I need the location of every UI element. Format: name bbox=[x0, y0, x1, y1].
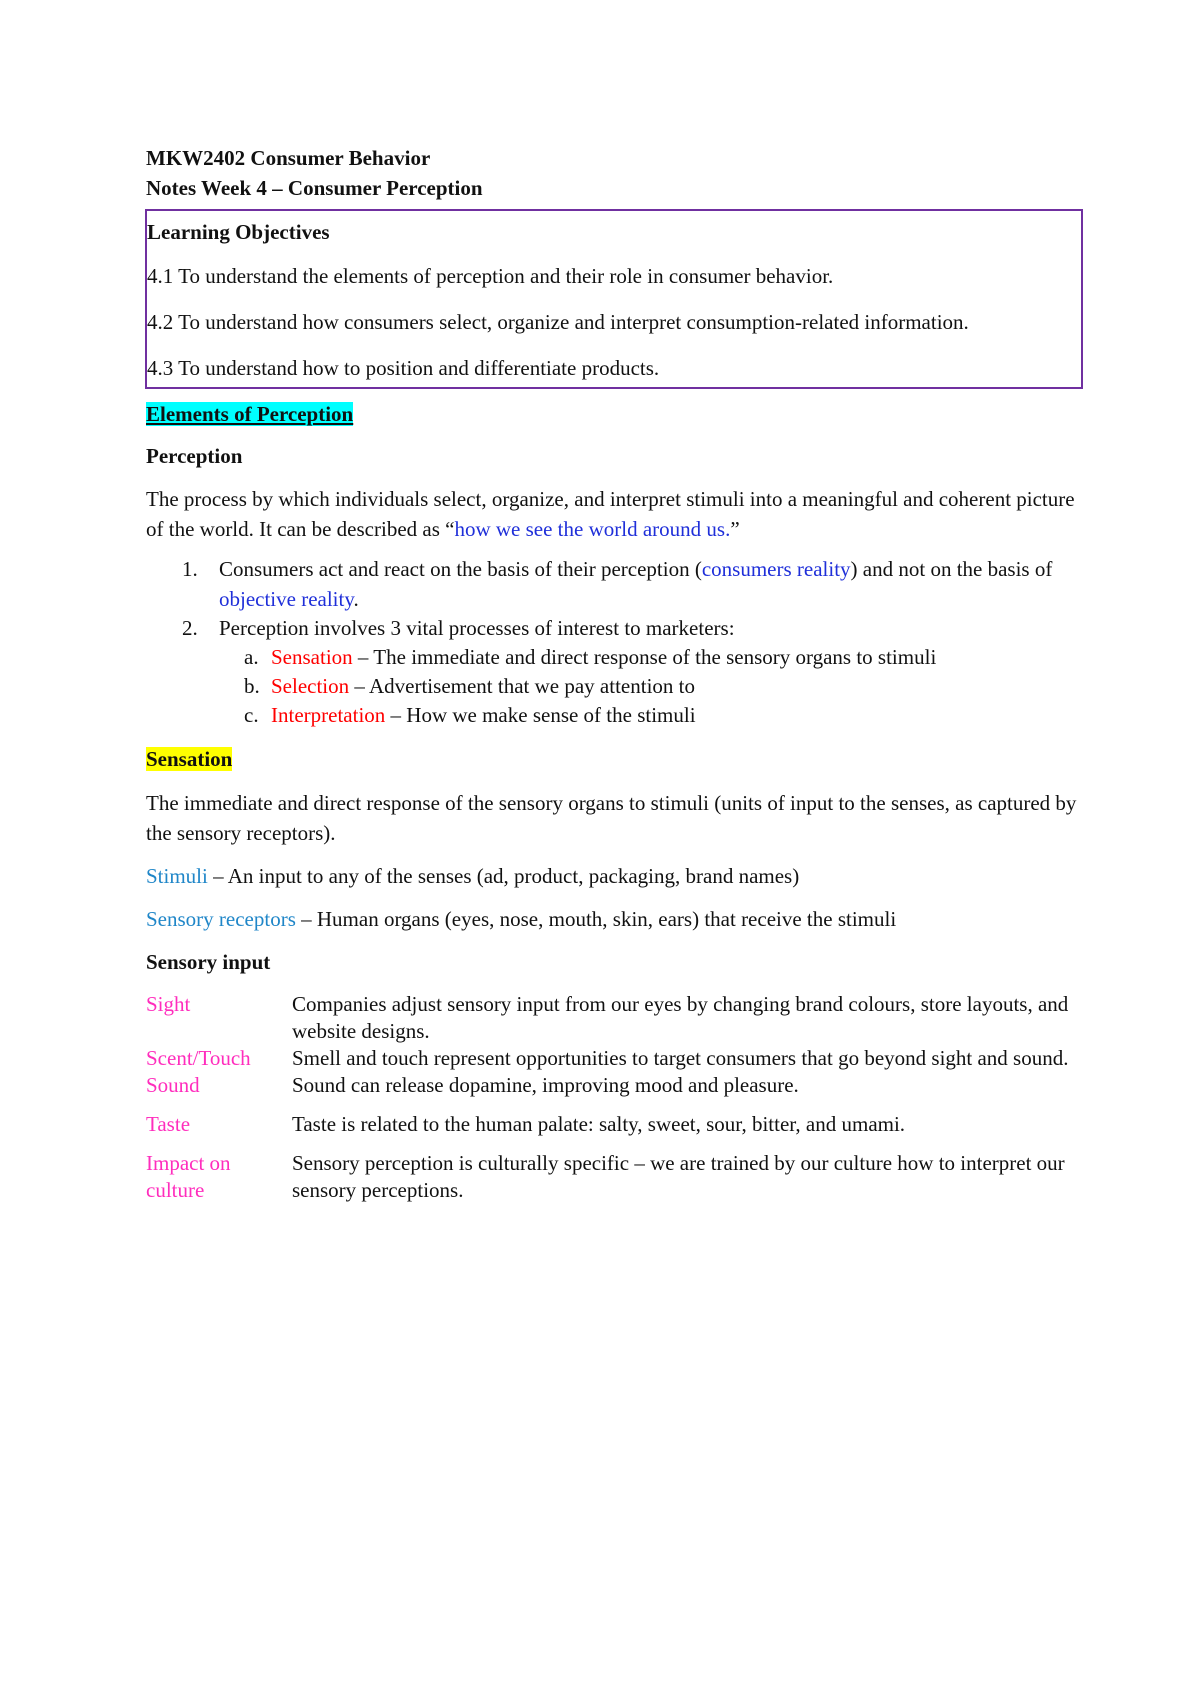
process-list bbox=[219, 643, 1086, 730]
perception-points bbox=[146, 554, 1086, 730]
sensory-input-table bbox=[146, 991, 1086, 1204]
objective-reality: objective reality bbox=[219, 587, 354, 611]
receptors-line: Sensory receptors – Human organs (eyes, nose, mouth, skin, ears) that receive the stimuli bbox=[146, 907, 897, 931]
sensation-section bbox=[146, 744, 1086, 1204]
learning-objectives-box bbox=[145, 209, 1083, 389]
consumers-reality: consumers reality bbox=[701, 557, 851, 581]
sensation-definition: The immediate and direct response of the sensory organs to stimuli (units of input to the senses, as captured by the sensory receptors). bbox=[146, 791, 1077, 845]
table-row bbox=[146, 1072, 1086, 1099]
objective-item: 4.3 To understand how to position and differentiate products. bbox=[147, 356, 660, 380]
definition-quote: how we see the world around us. bbox=[454, 517, 731, 541]
table-row bbox=[146, 1111, 1086, 1138]
elements-heading: Elements of Perception bbox=[146, 402, 354, 426]
objective-item: 4.2 To understand how consumers select, organize and interpret consumption-related information. bbox=[147, 310, 969, 334]
stimuli-line: Stimuli – An input to any of the senses (ad, product, packaging, brand names) bbox=[146, 864, 800, 888]
table-row bbox=[146, 1150, 1086, 1204]
sense-term: Taste bbox=[146, 1112, 191, 1136]
sense-desc: Taste is related to the human palate: salty, sweet, sour, bitter, and umami. bbox=[292, 1112, 906, 1136]
process-term: Selection bbox=[271, 674, 350, 698]
sense-term: Sight bbox=[146, 992, 191, 1016]
sense-desc: Smell and touch represent opportunities to target consumers that go beyond sight and sound. bbox=[292, 1046, 1069, 1070]
table-row bbox=[146, 991, 1086, 1045]
perception-definition: The process by which individuals select, organize, and interpret stimuli into a meaningful and coherent picture of the world. It can be described as “how we see the world around us.” bbox=[146, 487, 1075, 541]
sense-desc: Sensory perception is culturally specific – we are trained by our culture how to interpret our sensory perceptions. bbox=[292, 1151, 1065, 1202]
sense-desc: Companies adjust sensory input from our eyes by changing brand colours, store layouts, and website designs. bbox=[292, 992, 1069, 1043]
notes-subtitle: Notes Week 4 – Consumer Perception bbox=[146, 176, 483, 200]
document-body bbox=[146, 143, 1086, 1204]
stimuli-term: Stimuli bbox=[146, 864, 208, 888]
process-term: Sensation bbox=[271, 645, 353, 669]
receptors-term: Sensory receptors bbox=[146, 907, 296, 931]
process-term: Interpretation bbox=[271, 703, 386, 727]
perception-heading: Perception bbox=[146, 444, 243, 468]
process-item: c. Interpretation – How we make sense of the stimuli bbox=[244, 703, 696, 727]
objective-item: 4.1 To understand the elements of perception and their role in consumer behavior. bbox=[147, 264, 834, 288]
list-item: 1. Consumers act and react on the basis of their perception (consumers reality) and not on the basis of objective reality. bbox=[182, 557, 1053, 611]
course-title: MKW2402 Consumer Behavior bbox=[146, 146, 431, 170]
sensory-input-heading: Sensory input bbox=[146, 950, 271, 974]
sensation-heading: Sensation bbox=[146, 747, 233, 771]
sense-term: Impact on culture bbox=[146, 1151, 231, 1202]
table-row bbox=[146, 1045, 1086, 1072]
elements-section bbox=[146, 399, 1086, 730]
list-item: 2. Perception involves 3 vital processes of interest to marketers: a. Sensation – The immediate and direct response of the sensory organs to stimuli b. Selection – Advertisement that we pay attention to c. Interpretation – How we make sense of the stimuli bbox=[146, 614, 1086, 730]
objectives-heading: Learning Objectives bbox=[147, 220, 330, 244]
sense-desc: Sound can release dopamine, improving mood and pleasure. bbox=[292, 1073, 799, 1097]
sense-term: Sound bbox=[146, 1073, 200, 1097]
process-item: a. Sensation – The immediate and direct response of the sensory organs to stimuli bbox=[244, 645, 937, 669]
process-item: b. Selection – Advertisement that we pay attention to bbox=[244, 674, 695, 698]
sense-term: Scent/Touch bbox=[146, 1046, 251, 1070]
